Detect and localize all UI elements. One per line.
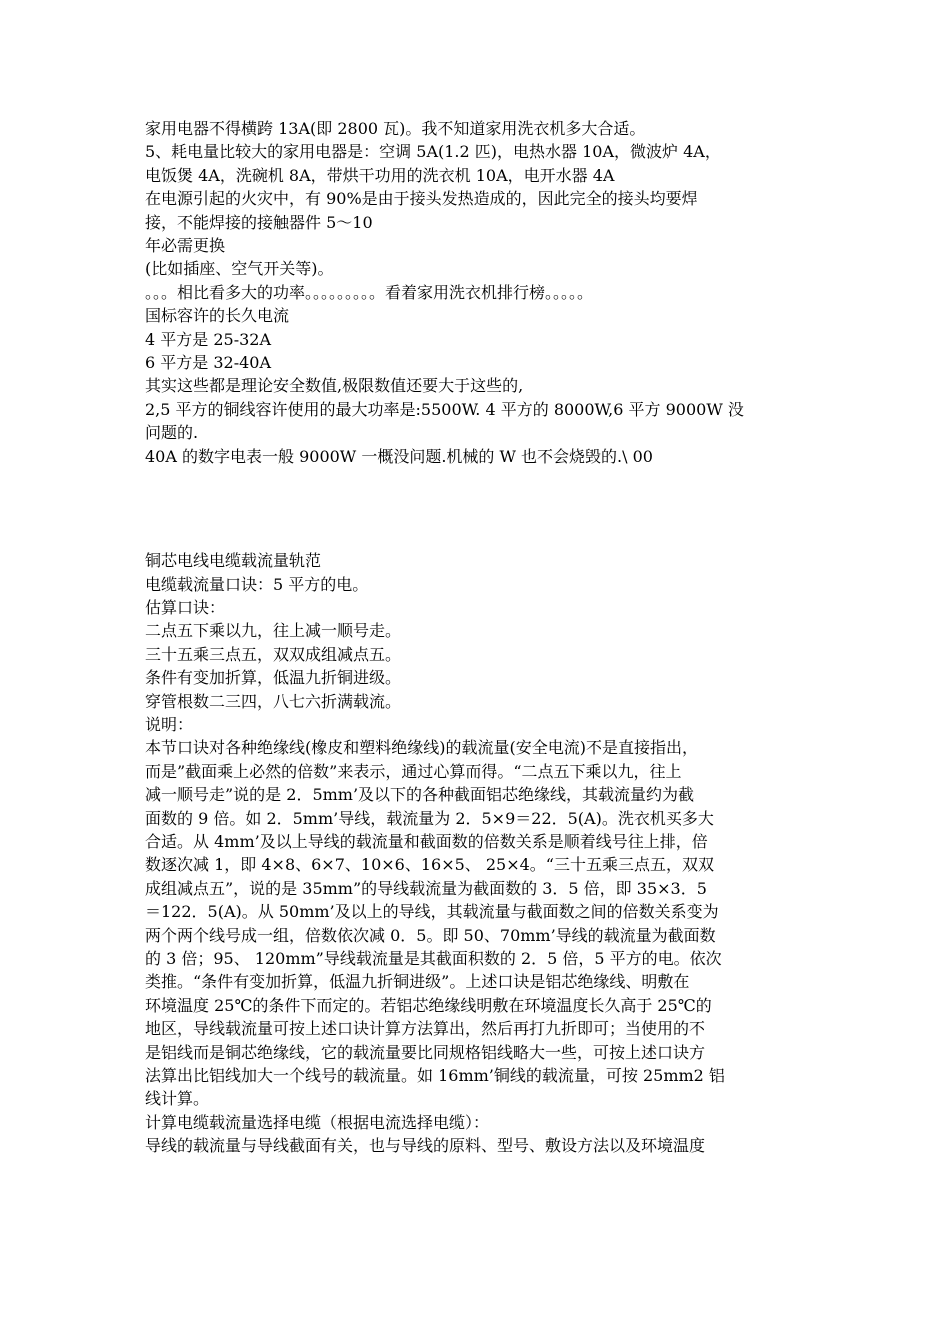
mnemonic-line: 二点五下乘以九，往上减一顺号走。 <box>145 621 402 641</box>
text-line: 法算出比铝线加大一个线号的载流量。如 16mm’铜线的载流量，可按 25mm2 铝 <box>145 1066 725 1086</box>
mnemonic-line: 三十五乘三点五，双双成组减点五。 <box>145 644 402 664</box>
text-line: 国标容许的长久电流 <box>145 306 290 326</box>
text-line: 数逐次减 1，即 4×8、6×7、10×6、16×5、 25×4。“三十五乘三点五，双双 <box>145 855 714 875</box>
section-spacer <box>145 468 811 549</box>
text-line: 电缆载流量口诀：5 平方的电。 <box>145 574 369 594</box>
text-line: 计算电缆载流量选择电缆（根据电流选择电缆）： <box>145 1112 490 1132</box>
text-line: 环境温度 25℃的条件下而定的。若铝芯绝缘线明敷在环境温度长久高于 25℃的 <box>145 995 712 1015</box>
text-line: 4 平方是 25-32A <box>145 329 272 349</box>
text-line: ＝122．5(A)。从 50mm’及以上的导线，其载流量与截面数之间的倍数关系变为 <box>145 902 719 922</box>
text-line: 本节口诀对各种绝缘线(橡皮和塑料绝缘线)的载流量(安全电流)不是直接指出， <box>145 738 698 758</box>
text-line: 接，不能焊接的接触器件 5～10 <box>145 212 373 232</box>
text-line: 线计算。 <box>145 1089 210 1109</box>
text-line: 40A 的数字电表一般 9000W 一概没问题.机械的 W 也不会烧毁的.\ 00 <box>145 446 653 466</box>
section-cable-ampacity <box>145 549 811 1158</box>
text-line: 面数的 9 倍。如 2．5mm’导线，载流量为 2．5×9＝22．5(A)。洗衣机买多大 <box>145 808 714 828</box>
text-line: 的 3 倍；95、 120mm”导线载流量是其截面积数的 2．5 倍，5 平方的电。依次 <box>145 949 722 968</box>
text-line: 2,5 平方的铜线容许使用的最大功率是:5500W. 4 平方的 8000W,6 平方 9000W 没 <box>145 399 744 419</box>
text-line: 类推。“条件有变加折算，低温九折铜进级”。上述口诀是铝芯绝缘线、明敷在 <box>145 972 690 992</box>
text-line: 在电源引起的火灾中，有 90%是由于接头发热造成的，因此完全的接头均要焊 <box>145 189 698 209</box>
text-line: 家用电器不得横跨 13A(即 2800 瓦)。我不知道家用洗衣机多大合适。 <box>145 119 646 138</box>
text-line: 问题的. <box>145 423 199 443</box>
section-heading: 铜芯电线电缆载流量轨范 <box>145 551 322 571</box>
text-line: 。。。相比看多大的功率。。。。。。。。。看着家用洗衣机排行榜。。。。。 <box>145 282 594 302</box>
text-line: 成组减点五”，说的是 35mm”的导线载流量为截面数的 3．5 倍，即 35×3．5 <box>145 878 707 898</box>
mnemonic-line: 穿管根数二三四，八七六折满载流。 <box>145 691 402 711</box>
text-line: 两个两个线号成一组，倍数依次减 0．5。即 50、70mm’导线的载流量为截面数 <box>145 925 716 945</box>
text-line: 而是”截面乘上必然的倍数”来表示，通过心算而得。“二点五下乘以九，往上 <box>145 761 682 781</box>
text-line: 说明： <box>145 714 194 734</box>
text-line: 减一顺号走”说的是 2．5mm’及以下的各种截面铝芯绝缘线，其载流量约为截 <box>145 785 695 805</box>
mnemonic-line: 条件有变加折算，低温九折铜进级。 <box>145 668 402 688</box>
text-line: 合适。从 4mm’及以上导线的载流量和截面数的倍数关系是顺着线号往上排，倍 <box>145 831 708 851</box>
text-line: 是铝线而是铜芯绝缘线，它的载流量要比同规格铝线略大一些，可按上述口诀方 <box>145 1042 706 1062</box>
text-line: (比如插座、空气开关等)。 <box>145 259 334 279</box>
text-line: 估算口诀： <box>145 597 226 617</box>
text-line: 6 平方是 32-40A <box>145 353 272 373</box>
section-household-appliances <box>145 117 811 468</box>
document-page <box>145 117 811 1158</box>
text-line: 5、耗电量比较大的家用电器是：空调 5A(1.2 匹)，电热水器 10A，微波炉 4A， <box>145 142 721 162</box>
text-line: 电饭煲 4A，洗碗机 8A，带烘干功用的洗衣机 10A，电开水器 4A <box>145 165 615 185</box>
text-line: 导线的载流量与导线截面有关，也与导线的原料、型号、敷设方法以及环境温度 <box>145 1136 706 1156</box>
text-line: 年必需更换 <box>145 236 226 256</box>
text-line: 地区，导线载流量可按上述口诀计算方法算出，然后再打九折即可；当使用的不 <box>145 1019 706 1039</box>
text-line: 其实这些都是理论安全数值,极限数值还要大于这些的, <box>145 376 524 396</box>
